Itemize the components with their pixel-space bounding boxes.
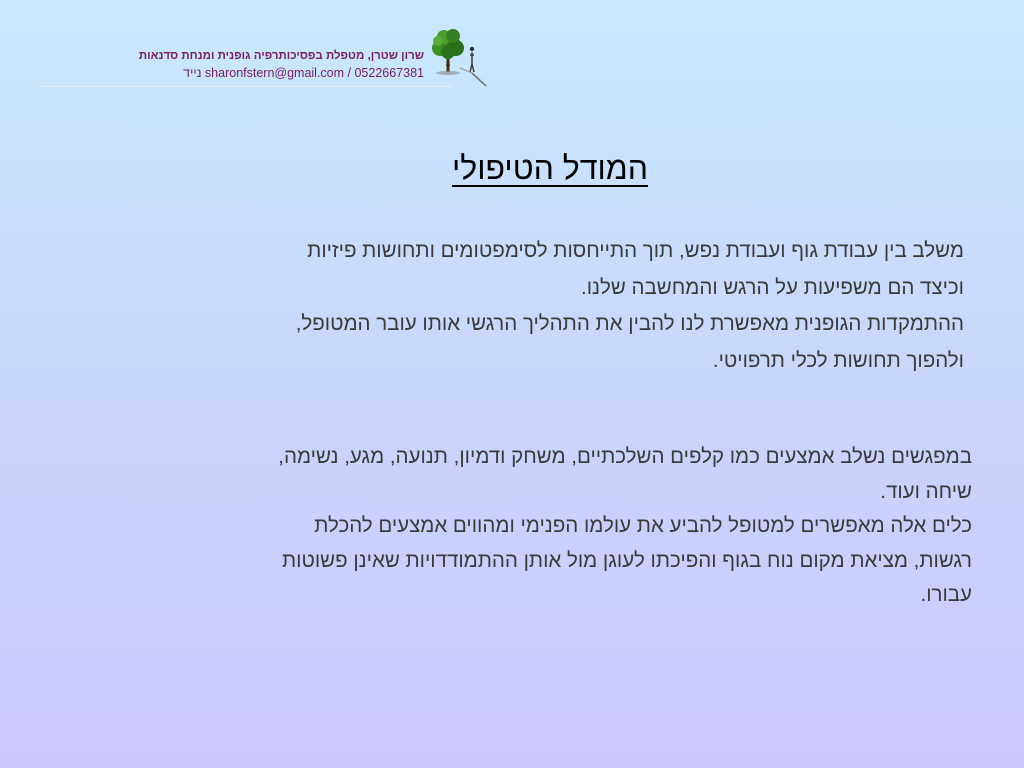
paragraph-line: ההתמקדות הגופנית מאפשרת לנו להבין את התהליך הרגשי אותו עובר המטופל,: [295, 312, 964, 335]
paragraph-treatment-model: [84, 233, 964, 379]
therapist-name-line: שרון שטרן, מטפלת בפסיכותרפיה גופנית ומנחת סדנאות: [138, 50, 424, 62]
paragraph-line: רגשות, מציאת מקום נוח בגוף והפיכתו לעוגן מול אותן ההתמודדויות שאינן פשוטות: [281, 548, 972, 572]
paragraph-line: במפגשים נשלב אמצעים כמו קלפים השלכתיים, משחק ודמיון, תנועה, מגע, נשימה,: [278, 445, 972, 468]
contact-line: sharonfstern@gmail.com / 0522667381 נייד: [183, 66, 424, 80]
page-title: המודל הטיפולי: [451, 150, 649, 186]
paragraph-line: שיחה ועוד.: [880, 479, 972, 503]
paragraph-line: עבורו.: [920, 583, 972, 606]
paragraph-sessions: [67, 440, 972, 613]
paragraph-line: ולהפוך תחושות לכלי תרפויטי.: [712, 348, 964, 372]
paragraph-line: משלב בין עבודת גוף ועבודת נפש, תוך התייחסות לסימפטומים ותחושות פיזיות: [307, 239, 964, 262]
header-divider: [40, 86, 452, 87]
header-text: [44, 48, 424, 82]
paragraph-line: כלים אלה מאפשרים למטופל להביע את עולמו הפנימי ומהווים אמצעים להכלת: [314, 514, 972, 537]
header: [40, 22, 490, 92]
tree-and-figure-logo-icon: [424, 22, 490, 88]
paragraph-line: וכיצד הם משפיעות על הרגש והמחשבה שלנו.: [581, 275, 964, 299]
